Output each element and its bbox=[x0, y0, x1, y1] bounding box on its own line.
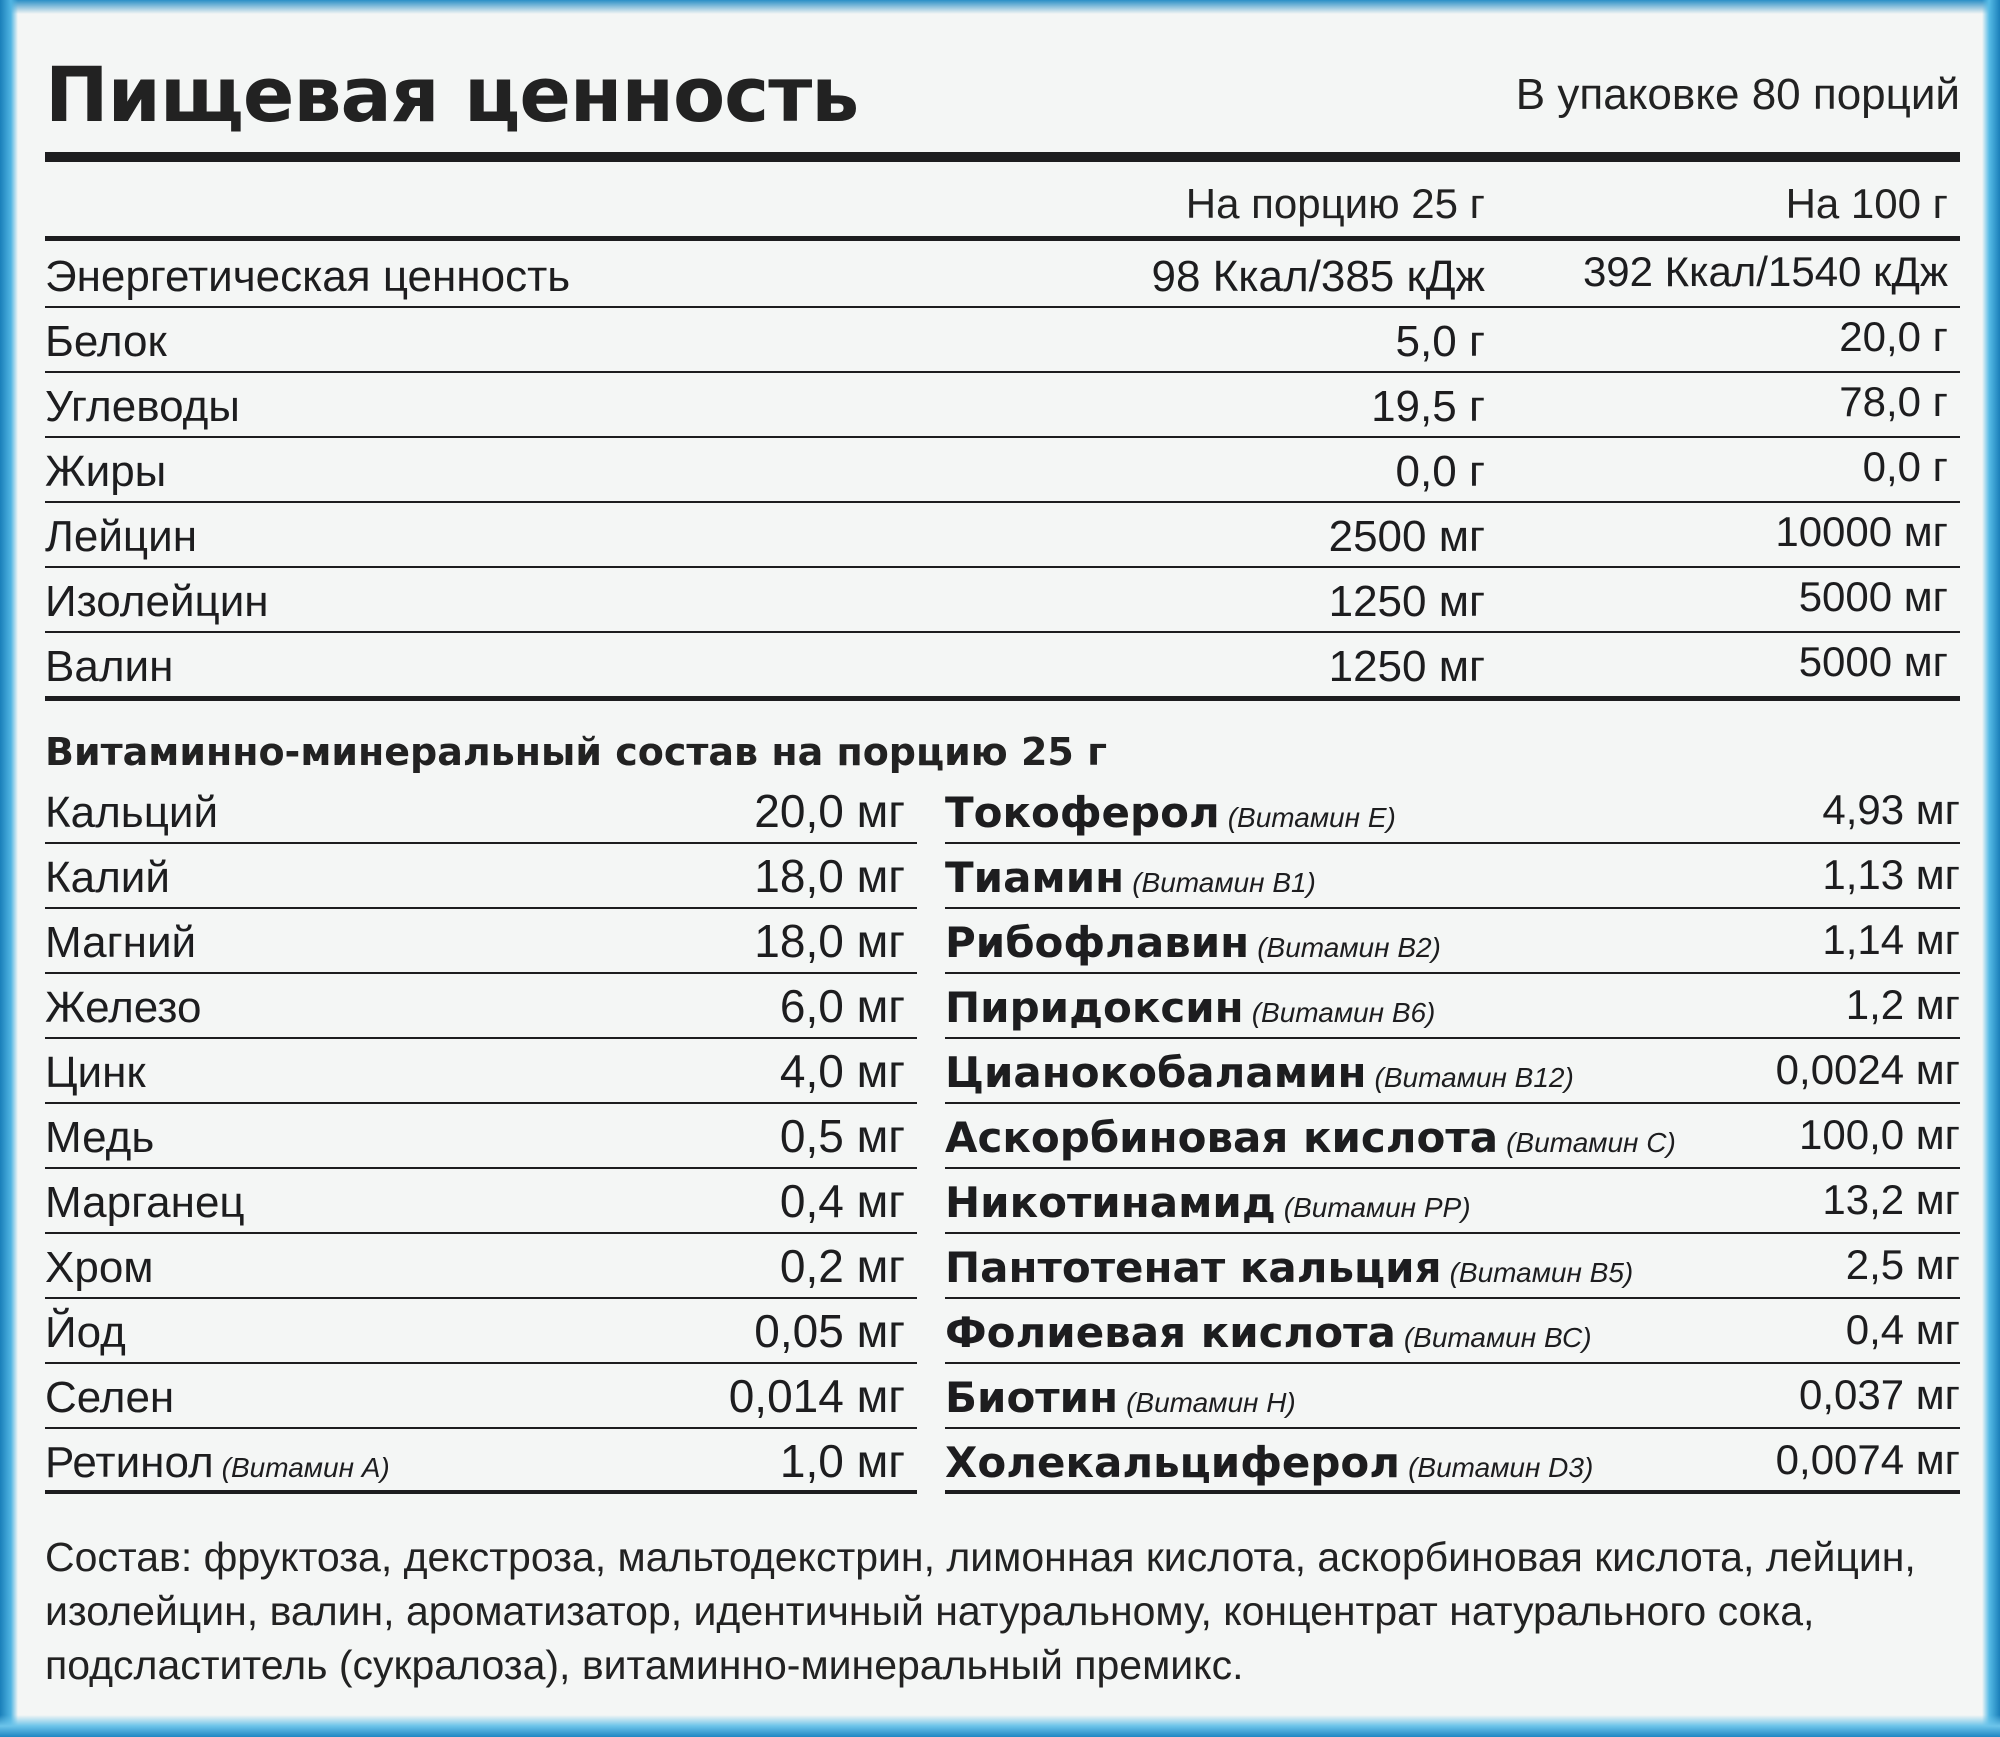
vitamin-name bbox=[945, 788, 1396, 838]
column-header-per-100g: На 100 г bbox=[1785, 180, 1948, 227]
mineral-label: Кальций bbox=[45, 788, 219, 837]
vitamin-label: Тиамин bbox=[945, 853, 1125, 902]
vitamin-mineral-section-title: Витаминно-минеральный состав на порцию 25 г bbox=[45, 730, 1107, 774]
nutrient-per-100g: 5000 мг bbox=[1798, 638, 1948, 685]
mineral-value: 1,0 мг bbox=[779, 1435, 905, 1487]
vitamin-note: (Витамин В5) bbox=[1449, 1257, 1634, 1288]
vitamin-note: (Витамин РР) bbox=[1283, 1192, 1471, 1223]
vitamin-label: Никотинамид bbox=[945, 1178, 1276, 1227]
nutrient-name: Жиры bbox=[45, 447, 167, 496]
nutrition-row bbox=[45, 632, 1960, 698]
vitamin-name bbox=[945, 1308, 1592, 1358]
nutrient-per-serving: 19,5 г bbox=[1371, 382, 1485, 431]
vitamin-mineral-row bbox=[45, 1103, 1960, 1169]
nutrient-per-serving: 5,0 г bbox=[1395, 317, 1485, 366]
vitamin-label: Холекальциферол bbox=[945, 1438, 1401, 1487]
vitamin-value: 0,037 мг bbox=[1799, 1371, 1960, 1418]
mineral-label: Железо bbox=[45, 983, 202, 1032]
label-title: Пищевая ценность bbox=[45, 50, 859, 139]
vitamin-name bbox=[945, 1373, 1296, 1423]
vitamin-name bbox=[945, 1048, 1574, 1098]
nutrient-per-100g: 0,0 г bbox=[1862, 443, 1948, 490]
row-divider bbox=[945, 1490, 1960, 1494]
mineral-label: Селен bbox=[45, 1373, 175, 1422]
vitamin-value: 13,2 мг bbox=[1822, 1176, 1960, 1223]
vitamin-value: 1,2 мг bbox=[1845, 981, 1960, 1028]
nutrition-row bbox=[45, 307, 1960, 373]
composition-text: Состав: фруктоза, декстроза, мальтодекстрин, лимонная кислота, аскорбиновая кислота, лейцин, изолейцин, валин, ароматизатор, идентичный натуральному, концентрат натурального сока, подсластитель (сукралоза), витаминно-минеральный премикс. bbox=[45, 1534, 1916, 1688]
packaging-edge-left bbox=[0, 0, 18, 1737]
packaging-edge-right bbox=[1982, 0, 2000, 1737]
vitamin-note: (Витамин В12) bbox=[1374, 1062, 1574, 1093]
section-divider bbox=[45, 696, 1960, 701]
nutrient-per-100g: 5000 мг bbox=[1798, 573, 1948, 620]
vitamin-name bbox=[945, 1113, 1676, 1163]
vitamin-value: 100,0 мг bbox=[1799, 1111, 1960, 1158]
nutrient-name: Изолейцин bbox=[45, 577, 269, 626]
nutrient-per-serving: 2500 мг bbox=[1328, 512, 1485, 561]
mineral-label: Хром bbox=[45, 1243, 154, 1292]
vitamin-label: Пиридоксин bbox=[945, 983, 1244, 1032]
nutrition-label bbox=[45, 40, 1960, 1720]
vitamin-mineral-row bbox=[45, 1363, 1960, 1429]
vitamin-value: 4,93 мг bbox=[1822, 786, 1960, 833]
vitamin-label: Пантотенат кальция bbox=[945, 1243, 1442, 1292]
vitamin-mineral-row bbox=[45, 1428, 1960, 1494]
vitamin-name bbox=[945, 918, 1441, 968]
vitamin-value: 1,13 мг bbox=[1822, 851, 1960, 898]
vitamin-label: Фолиевая кислота bbox=[945, 1308, 1396, 1357]
vitamin-name bbox=[945, 853, 1316, 903]
nutrient-per-100g: 392 Ккал/1540 кДж bbox=[1582, 248, 1948, 295]
nutrient-per-100g: 78,0 г bbox=[1839, 378, 1948, 425]
vitamin-name bbox=[945, 983, 1435, 1033]
vitamin-mineral-row bbox=[45, 1298, 1960, 1364]
vitamin-label: Биотин bbox=[945, 1373, 1119, 1422]
mineral-label: Йод bbox=[45, 1308, 126, 1357]
nutrition-row bbox=[45, 242, 1960, 308]
nutrient-per-100g: 20,0 г bbox=[1839, 313, 1948, 360]
nutrient-name: Лейцин bbox=[45, 512, 198, 561]
nutrient-per-100g: 10000 мг bbox=[1775, 508, 1948, 555]
nutrient-name: Энергетическая ценность bbox=[45, 252, 571, 301]
vitamin-note: (Витамин D3) bbox=[1408, 1452, 1594, 1483]
vitamin-note: (Витамин В2) bbox=[1257, 932, 1441, 963]
vitamin-label: Цианокобаламин bbox=[945, 1048, 1367, 1097]
nutrition-row bbox=[45, 502, 1960, 568]
mineral-label: Магний bbox=[45, 918, 197, 967]
vitamin-mineral-row bbox=[45, 778, 1960, 844]
nutrition-row bbox=[45, 372, 1960, 438]
mineral-label: Ретинол bbox=[45, 1438, 214, 1487]
vitamin-note: (Витамин В1) bbox=[1132, 867, 1316, 898]
vitamin-name bbox=[945, 1438, 1593, 1488]
mineral-value: 0,05 мг bbox=[754, 1305, 905, 1357]
title-row bbox=[45, 40, 1960, 150]
mineral-value: 4,0 мг bbox=[779, 1045, 905, 1097]
title-divider bbox=[45, 152, 1960, 162]
vitamin-value: 0,0024 мг bbox=[1775, 1046, 1960, 1093]
vitamin-label: Рибофлавин bbox=[945, 918, 1250, 967]
mineral-value: 18,0 мг bbox=[754, 850, 905, 902]
vitamin-mineral-row bbox=[45, 843, 1960, 909]
nutrient-per-serving: 1250 мг bbox=[1328, 642, 1485, 691]
row-divider bbox=[45, 1490, 917, 1494]
vitamin-value: 0,0074 мг bbox=[1775, 1436, 1960, 1483]
vitamin-note: (Витамин ВС) bbox=[1403, 1322, 1592, 1353]
mineral-value: 6,0 мг bbox=[779, 980, 905, 1032]
vitamin-name bbox=[945, 1178, 1471, 1228]
vitamin-label: Аскорбиновая кислота bbox=[945, 1113, 1499, 1162]
header-divider bbox=[45, 236, 1960, 241]
mineral-value: 20,0 мг bbox=[754, 785, 905, 837]
vitamin-note: (Витамин Н) bbox=[1126, 1387, 1296, 1418]
vitamin-name bbox=[945, 1243, 1633, 1293]
vitamin-mineral-row bbox=[45, 908, 1960, 974]
nutrient-name: Валин bbox=[45, 642, 174, 691]
vitamin-mineral-row bbox=[45, 973, 1960, 1039]
mineral-label: Медь bbox=[45, 1113, 155, 1162]
mineral-value: 0,5 мг bbox=[779, 1110, 905, 1162]
nutrition-row bbox=[45, 567, 1960, 633]
mineral-label: Марганец bbox=[45, 1178, 245, 1227]
nutrient-name: Углеводы bbox=[45, 382, 240, 431]
vitamin-value: 0,4 мг bbox=[1845, 1306, 1960, 1353]
column-header-per-serving: На порцию 25 г bbox=[1185, 180, 1485, 227]
packaging-edge-top bbox=[0, 0, 2000, 14]
mineral-value: 0,014 мг bbox=[728, 1370, 905, 1422]
mineral-value: 0,2 мг bbox=[779, 1240, 905, 1292]
mineral-label: Цинк bbox=[45, 1048, 146, 1097]
vitamin-value: 2,5 мг bbox=[1845, 1241, 1960, 1288]
nutrient-per-serving: 1250 мг bbox=[1328, 577, 1485, 626]
vitamin-mineral-row bbox=[45, 1168, 1960, 1234]
mineral-note: (Витамин А) bbox=[221, 1452, 390, 1483]
vitamin-mineral-row bbox=[45, 1038, 1960, 1104]
vitamin-value: 1,14 мг bbox=[1822, 916, 1960, 963]
mineral-label: Калий bbox=[45, 853, 170, 902]
vitamin-label: Токоферол bbox=[945, 788, 1220, 837]
vitamin-note: (Витамин С) bbox=[1506, 1127, 1676, 1158]
nutrient-per-serving: 0,0 г bbox=[1395, 447, 1485, 496]
nutrition-row bbox=[45, 437, 1960, 503]
vitamin-mineral-row bbox=[45, 1233, 1960, 1299]
nutrient-per-serving: 98 Ккал/385 кДж bbox=[1151, 252, 1485, 301]
vitamin-note: (Витамин Е) bbox=[1227, 802, 1396, 833]
mineral-value: 0,4 мг bbox=[779, 1175, 905, 1227]
mineral-value: 18,0 мг bbox=[754, 915, 905, 967]
nutrient-name: Белок bbox=[45, 317, 167, 366]
servings-per-package: В упаковке 80 порций bbox=[1515, 70, 1960, 119]
vitamin-note: (Витамин В6) bbox=[1251, 997, 1436, 1028]
